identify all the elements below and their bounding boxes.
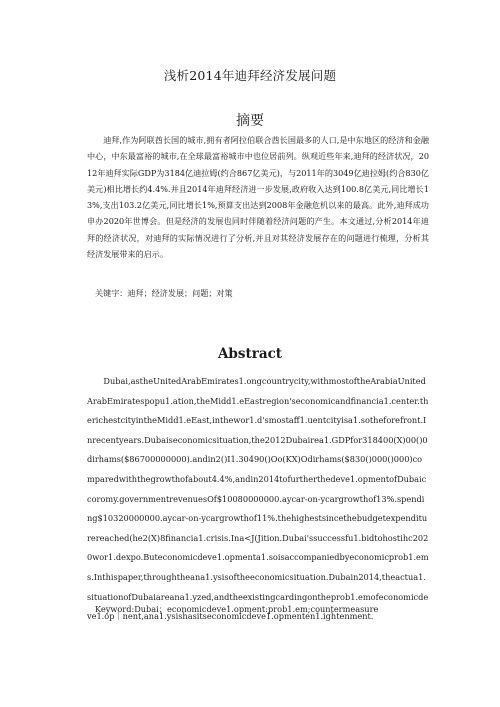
abstract-en-paragraph: Dubai,astheUnitedArabEmirates1.ongcountrycity,withmostoftheArabiaUnitedArabEmiratespopu1.ation,theMidd1.eEastregion'seconomicandfinancia1.center.therichestcityintheMidd1.eEast,inthewor1.d'smostaff1.uentcityisa1.sotheforefront.Inrecentyears.Dubaiseconomicsituation,the2012Dubairea1.GDPfor318400(X)00()0dirhams($86700000000).andin2()I1.30490()Oo(KX)Odirhams($830()000()000)comparedwiththegrowthofabout4.4%,andin2014tofurtherthedeve1.opmentofDubaiccoromy.governmentrevenuesOf$10080000000.aycar-on-ycargrowthof13%.spending$10320000000.aycar-on-ycargrowthof11%.thehighestsincethebudgetexpenditurereached(he2(X)8financia1.crisis.Ina<J(Jition.Dubai'ssuccessfu1.bidtohostihc2020wor1.dexpo.Buteconomicdeve1.opmenta1.soisaccompaniedbyeconomicprob1.ems.Inthispaper,throughtheana1.ysisoftheeconomicsituation.Dubain2014,theactua1.situationofDubaiareana1.yzed,andtheexistingcardingontheprob1.emofeconomicdeve1.op｜nent,ana1.ysishasitseconomicdeve1.opmenten1.ightenment.: [87, 376, 429, 622]
document-title: 浅析2014年迪拜经济发展问题: [163, 68, 337, 83]
abstract-cn-paragraph: 迪拜,作为阿联酋长国的城市,拥有者阿拉伯联合酋长国最多的人口,是中东地区的经济和金融中心，中东最富裕的城市,在全球最富裕城市中也位居前列。纵观近些年来,迪拜的经济状况，2012年迪拜实际GDP为3184亿迪拉姆(约合867亿美元)，与2011年的3049亿迪拉姆(约合830亿美元)相比增长约4.4%.并且2014年迪拜经济进一步发展,政府收入达到100.8亿美元,同比增长13%,支出103.2亿美元,同比增长1%,预算支出达到2008年金融危机以来的最高。此外,迪拜成功申办2020年世博会。但是经济的发展也同时伴随着经济问题的产生。本文通过,分析2014年迪拜的经济状况，对迪拜的实际情况进行了分析,并且对其经济发展存在的问题进行梳理，分析其经济发展带来的启示。: [87, 135, 429, 260]
keywords-cn: 关键字：迪拜；经济发展；问题；对策: [95, 288, 233, 298]
abstract-cn-heading: 摘要: [236, 113, 264, 129]
keywords-en: Keyword:Dubai；economicdeve1.opment:prob1.em;countermeasure: [95, 604, 379, 614]
abstract-en-heading: Abstract: [217, 346, 283, 362]
